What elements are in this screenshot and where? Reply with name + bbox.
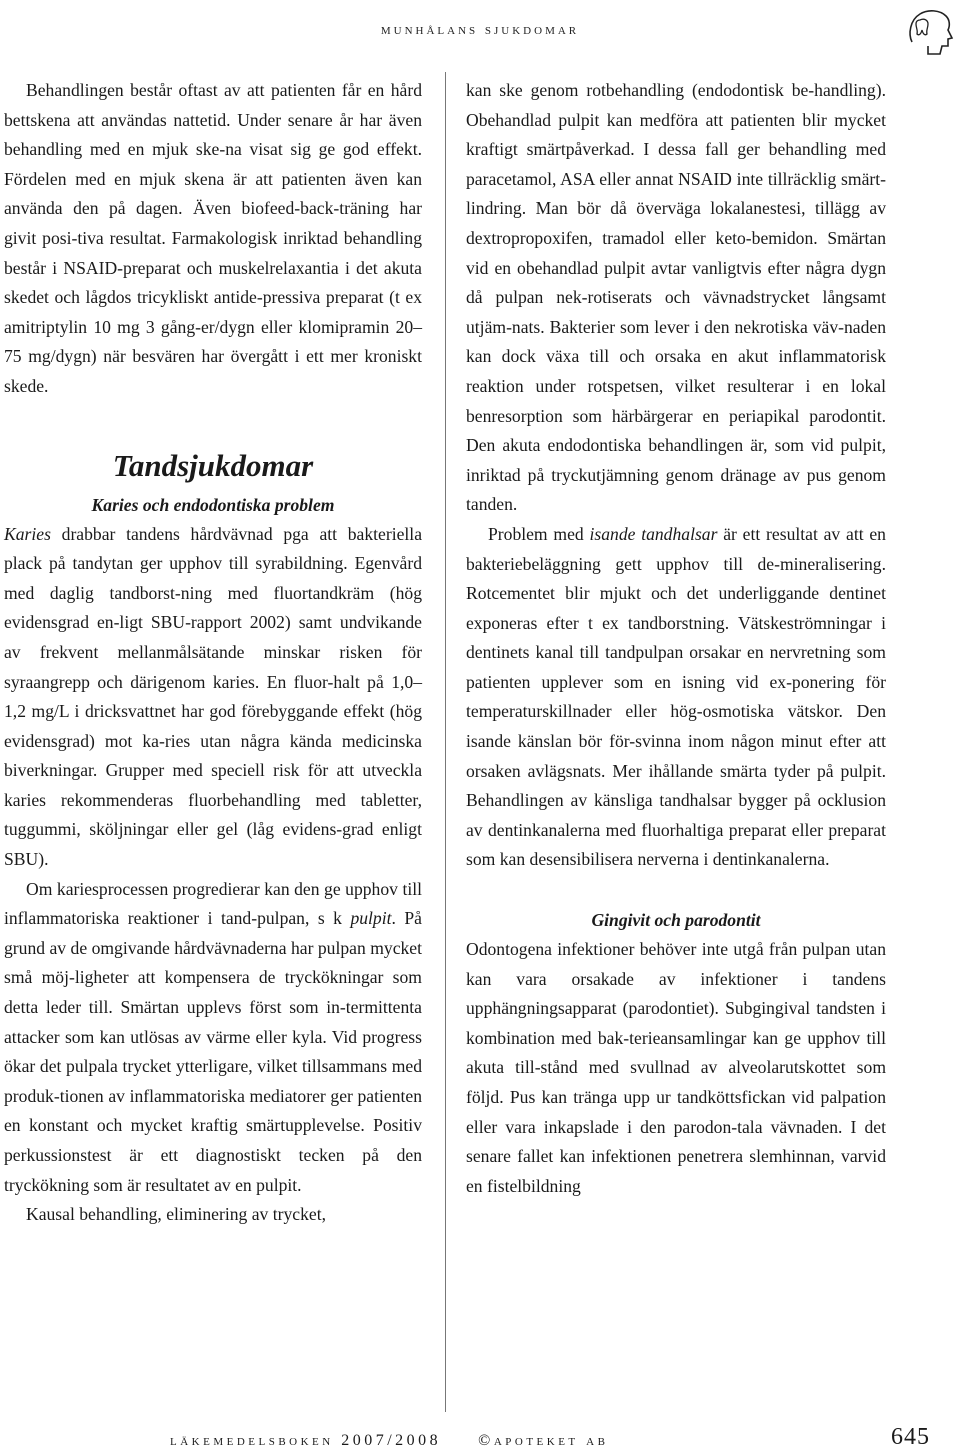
left-column — [4, 76, 422, 1230]
paragraph-tandhalsar — [466, 520, 886, 875]
right-column — [466, 76, 886, 1201]
paragraph-rotbehandling: kan ske genom rotbehandling (endodontisk be-handling). Obehandlad pulpit kan medföra att patienten blir mycket kraftigt smärtpåverkad. I dessa fall ger behandling med paracetamol, ASA eller annat NSAID inte tillräcklig smärt-lindring. Man bör då överväga lokalanestesi, tillägg av dextropropoxifen, tramadol eller keto-bemidon. Smärtan vid en obehandlad pulpit avtar vanligtvis efter några dygn då pulpan nek-rotiserats och vävnadstrycket långsamt utjäm-nats. Bakterier som lever i den nekrotiska väv-naden kan dock växa till och orsaka en akut inflammatorisk reaktion under rotspetsen, vilket resulterar i en lokal benresorption som härbärgerar en periapikal parodontit. Den akuta endodontiska behandlingen är, som vid pulpit, inriktad på tryckutjämning genom dränage av pus genom tanden. — [466, 80, 886, 515]
paragraph-bettskena: Behandlingen består oftast av att patienten får en hård bettskena att användas nattetid. Under senare år har även behandling med en mjuk ske-na visat sig ge god effekt. Fördelen med en mjuk skena är att patienten även kan använda den på dagen. Även biofeed-back-träning har givit posi-tiva resultat. Farmakologisk inriktad behandling består i NSAID-preparat och muskelrelaxantia i det akuta skedet och lågdos tricykliskt antide-pressiva preparat (t ex amitriptylin 10 mg 3 gång-er/dygn eller klomipramin 20–75 mg/dygn) när besvären har övergått i ett mer kroniskt skede. — [4, 80, 422, 396]
tooth-head-profile-icon — [906, 6, 954, 58]
column-divider — [445, 72, 446, 1412]
term-isande-tandhalsar: isande tandhalsar — [589, 523, 718, 544]
publisher: ©apoteket ab — [478, 1432, 609, 1449]
page-footer — [170, 1432, 890, 1450]
book-title: läkemedelsboken 2007/2008 — [170, 1432, 442, 1449]
subsection-title-karies: Karies och endodontiska problem — [91, 494, 335, 515]
subsection-title-gingivit: Gingivit och parodontit — [591, 910, 761, 931]
term-pulpit: pulpit — [350, 908, 392, 929]
paragraph-kausal: Kausal behandling, eliminering av trycket, — [26, 1204, 326, 1225]
paragraph-pulpit — [4, 875, 422, 1201]
running-header: munhålans sjukdomar — [380, 22, 580, 38]
paragraph-tandhalsar-text: är ett resultat av att en bakteriebeläggning gett upphov till de-mineralisering. Rotcementet blir mjukt och det underliggande dentinet exponeras efter t ex tandborstning. Vätskeströmningar i dentinets kanal till tandpulpan orsakar en nervretning som patienten upplever som en isning vid ex-ponering för temperaturskillnader eller hög-osmotiska vätskor. Den isande känslan bör för-svinna inom någon minut efter att orsaken avlägsnats. Mer ihållande smärta tyder på pulpit. Behandlingen av känsliga tandhalsar bygger på ocklusion av dentinkanalerna med fluorhaltiga preparat eller preparat som kan desensibilisera nerverna i dentinkanalerna. — [466, 523, 886, 870]
paragraph-tandhalsar-start: Problem med — [488, 523, 590, 544]
paragraph-karies-text: drabbar tandens hårdvävnad pga att bakteriella plack på tandytan ger upphov till syrabildning. Egenvård med daglig tandborst-ning med fluortandkräm (hög evidensgrad en-ligt SBU-rapport 2002) samt undvikande av frekvent mellanmålsätande minskar risken för syraangrepp och därigenom karies. En fluor-halt på 1,0–1,2 mg/L i dricksvattnet har god förebyggande effekt (hög evidensgrad) mot ka-ries utan några kända medicinska biverkningar. Grupper med speciell risk för att utveckla karies rekommenderas fluorbehandling med tabletter, tuggummi, sköljningar eller gel (låg evidens-grad enligt SBU). — [4, 523, 422, 870]
page-number: 645 — [891, 1424, 930, 1450]
paragraph-pulpit-start: Om kariesprocessen progredierar kan den ge upphov till inflammatoriska reaktioner i tand-pulpan, s k — [4, 878, 422, 929]
term-karies: Karies — [4, 523, 51, 544]
paragraph-odontogena: Odontogena infektioner behöver inte utgå från pulpan utan kan vara orsakade av infektioner i tandens upphängningsapparat (parodontiet). Subgingival tandsten i kombination med bak-terieansamlingar kan ge upphov till akuta till-stånd med svullnad av alveolarutskottet som följd. Pus kan tränga upp ur tandköttsfickan vid palpation eller vara inkapslade i den parodon-tala vävnaden. I det senare fallet kan infektionen penetrera slemhinnan, varvid en fistelbildning — [466, 939, 886, 1196]
section-title: Tandsjukdomar — [112, 447, 314, 483]
paragraph-karies — [4, 520, 422, 875]
paragraph-pulpit-text: . På grund av de omgivande hårdvävnaderna har pulpan mycket små möj-ligheter att kompensera de tryckökningar som detta leder till. Smärtan upplevs först som in-termittenta attacker som kan utlösas av värme eller kyla. Vid progress ökar det pulpala trycket ytterligare, vilket tillsammans med produk-tionen av inflammatoriska mediatorer ger patienten en konstant och mycket kraftig smärtupplevelse. Positiv perkussionstest är ett diagnostiskt tecken på den tryckökning som är resultatet av en pulpit. — [4, 908, 422, 1195]
